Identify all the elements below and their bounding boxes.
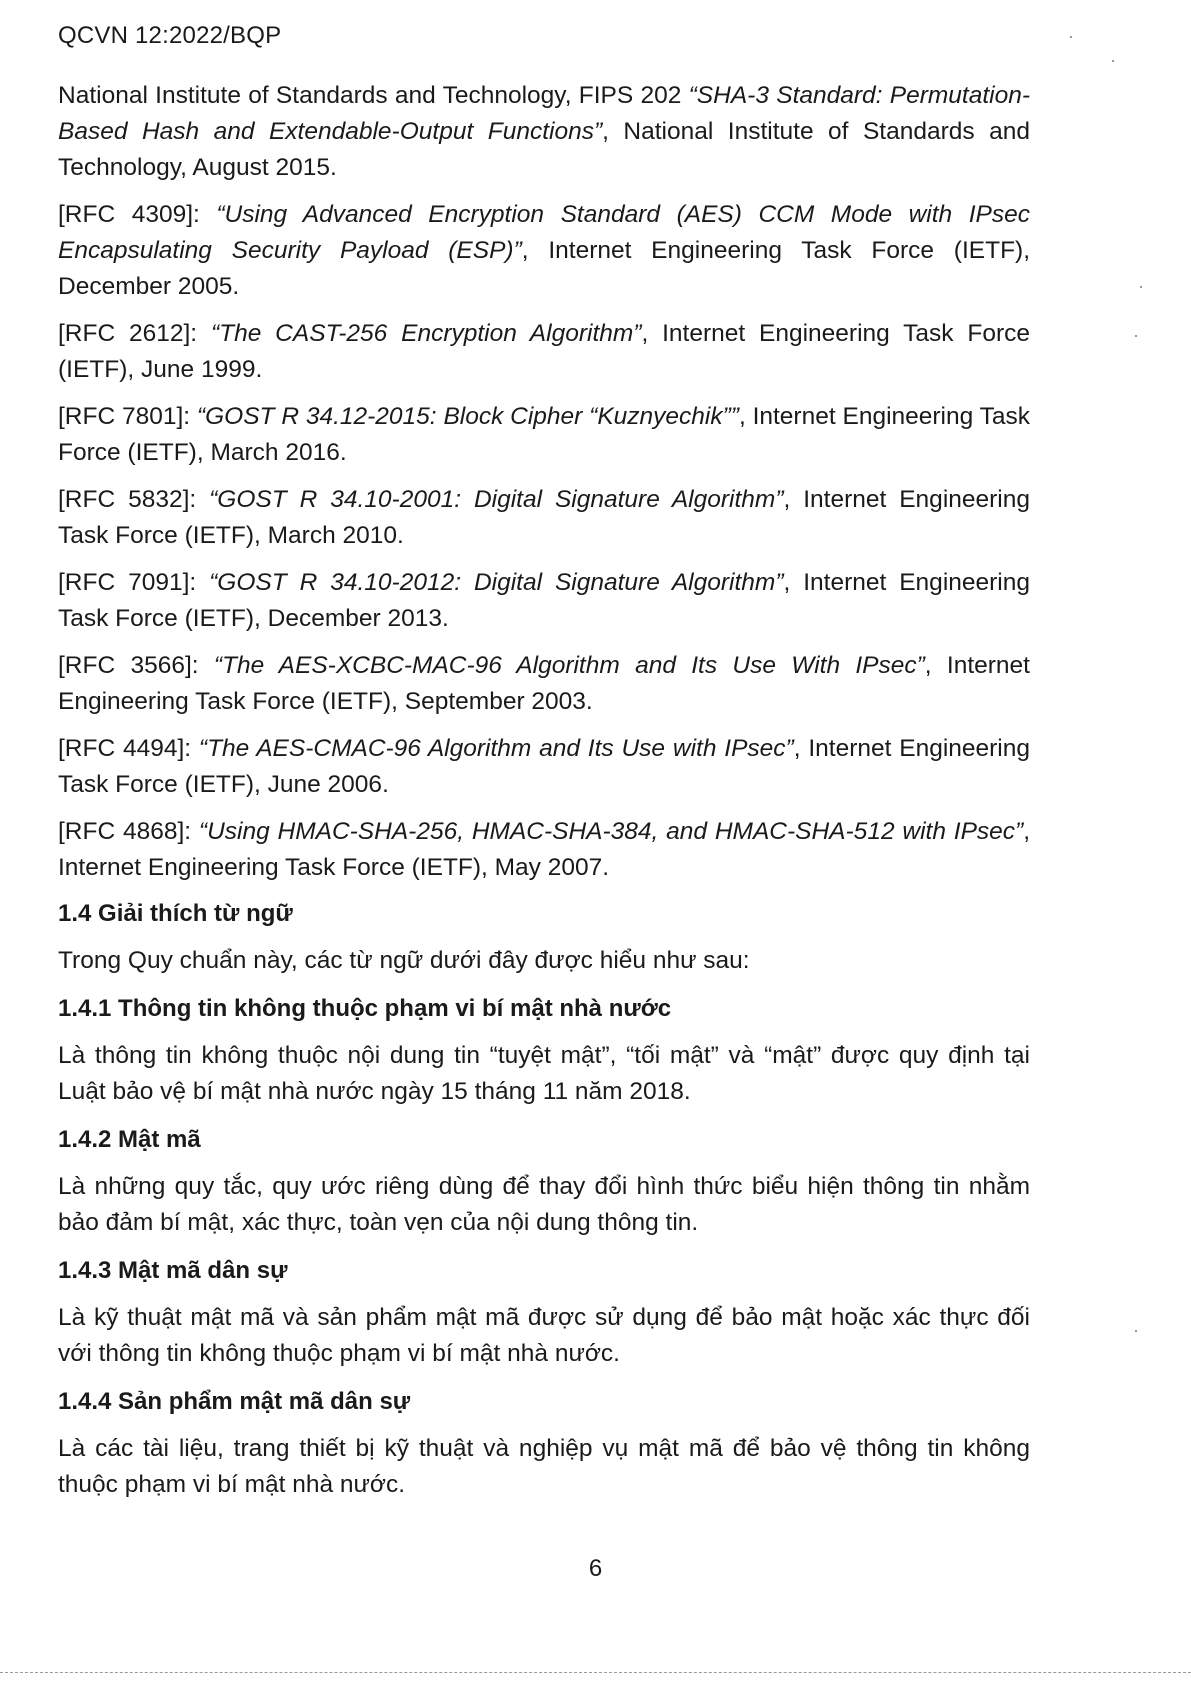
scan-speck — [1112, 60, 1114, 62]
section-heading: 1.4 Giải thích từ ngữ — [58, 900, 293, 927]
term-heading-1-4-1: 1.4.1 Thông tin không thuộc phạm vi bí mật nhà nước — [58, 995, 672, 1022]
reference-rfc7801: [RFC 7801]: “GOST R 34.12-2015: Block Cipher “Kuznyechik””, Internet Engineering Task Force (IETF), March 2016. — [58, 403, 1030, 466]
reference-title: “GOST R 34.10-2012: Digital Signature Algorithm” — [209, 569, 784, 596]
reference-rfc4494: [RFC 4494]: “The AES-CMAC-96 Algorithm and Its Use with IPsec”, Internet Engineering Task Force (IETF), June 2006. — [58, 735, 1030, 798]
reference-rfc5832: [RFC 5832]: “GOST R 34.10-2001: Digital Signature Algorithm”, Internet Engineering Task Force (IETF), March 2010. — [58, 486, 1030, 549]
reference-title: “Using HMAC-SHA-256, HMAC-SHA-384, and HMAC-SHA-512 with IPsec” — [198, 818, 1024, 845]
reference-title: “GOST R 34.10-2001: Digital Signature Algorithm” — [209, 486, 784, 513]
page-number: 6 — [588, 1555, 603, 1582]
reference-rfc3566: [RFC 3566]: “The AES-XCBC-MAC-96 Algorithm and Its Use With IPsec”, Internet Engineering Task Force (IETF), September 2003. — [58, 652, 1030, 715]
reference-rfc2612: [RFC 2612]: “The CAST-256 Encryption Algorithm”, Internet Engineering Task Force (IETF), June 1999. — [58, 320, 1031, 383]
term-definition-1-4-1: Là thông tin không thuộc nội dung tin “tuyệt mật”, “tối mật” và “mật” được quy định tại Luật bảo vệ bí mật nhà nước ngày 15 tháng 11 năm 2018. — [58, 1042, 1030, 1105]
reference-rfc7091: [RFC 7091]: “GOST R 34.10-2012: Digital Signature Algorithm”, Internet Engineering Task Force (IETF), December 2013. — [58, 569, 1030, 632]
term-heading-1-4-2: 1.4.2 Mật mã — [58, 1126, 201, 1153]
scan-edge-line — [0, 1672, 1191, 1673]
reference-rfc4868: [RFC 4868]: “Using HMAC-SHA-256, HMAC-SHA-384, and HMAC-SHA-512 with IPsec”, Internet Engineering Task Force (IETF), May 2007. — [58, 818, 1031, 881]
scan-speck — [1135, 335, 1137, 337]
reference-title: “SHA-3 Standard: Permutation-Based Hash and Extendable-Output Functions” — [58, 82, 1030, 145]
document-code-header: QCVN 12:2022/BQP — [58, 22, 282, 49]
reference-rfc4309: [RFC 4309]: “Using Advanced Encryption Standard (AES) CCM Mode with IPsec Encapsulating Security Payload (ESP)”, Internet Engineering Task Force (IETF), December 2005. — [58, 201, 1031, 300]
reference-title: “Using Advanced Encryption Standard (AES) CCM Mode with IPsec Encapsulating Security Payload (ESP)” — [58, 201, 1030, 264]
reference-fips202: National Institute of Standards and Technology, FIPS 202 “SHA-3 Standard: Permutation-Based Hash and Extendable-Output Functions”, National Institute of Standards and Technology, August 2015. — [58, 82, 1030, 181]
reference-title: “The CAST-256 Encryption Algorithm” — [210, 320, 642, 347]
reference-title: “GOST R 34.12-2015: Block Cipher “Kuznyechik”” — [196, 403, 739, 430]
term-definition-1-4-4: Là các tài liệu, trang thiết bị kỹ thuật và nghiệp vụ mật mã để bảo vệ thông tin không thuộc phạm vi bí mật nhà nước. — [58, 1435, 1030, 1498]
term-heading-1-4-4: 1.4.4 Sản phẩm mật mã dân sự — [58, 1388, 411, 1415]
reference-title: “The AES-CMAC-96 Algorithm and Its Use with IPsec” — [198, 735, 794, 762]
page-content — [58, 78, 1030, 1516]
term-definition-1-4-3: Là kỹ thuật mật mã và sản phẩm mật mã được sử dụng để bảo mật hoặc xác thực đối với thông tin không thuộc phạm vi bí mật nhà nước. — [58, 1304, 1030, 1367]
section-intro: Trong Quy chuẩn này, các từ ngữ dưới đây được hiểu như sau: — [58, 947, 750, 974]
term-heading-1-4-3: 1.4.3 Mật mã dân sự — [58, 1257, 288, 1284]
scan-speck — [1140, 286, 1142, 288]
term-definition-1-4-2: Là những quy tắc, quy ước riêng dùng để thay đổi hình thức biểu hiện thông tin nhằm bảo đảm bí mật, xác thực, toàn vẹn của nội dung thông tin. — [58, 1173, 1030, 1236]
reference-title: “The AES-XCBC-MAC-96 Algorithm and Its Use With IPsec” — [213, 652, 925, 679]
scan-speck — [1070, 36, 1072, 38]
scan-speck — [1135, 1330, 1137, 1332]
